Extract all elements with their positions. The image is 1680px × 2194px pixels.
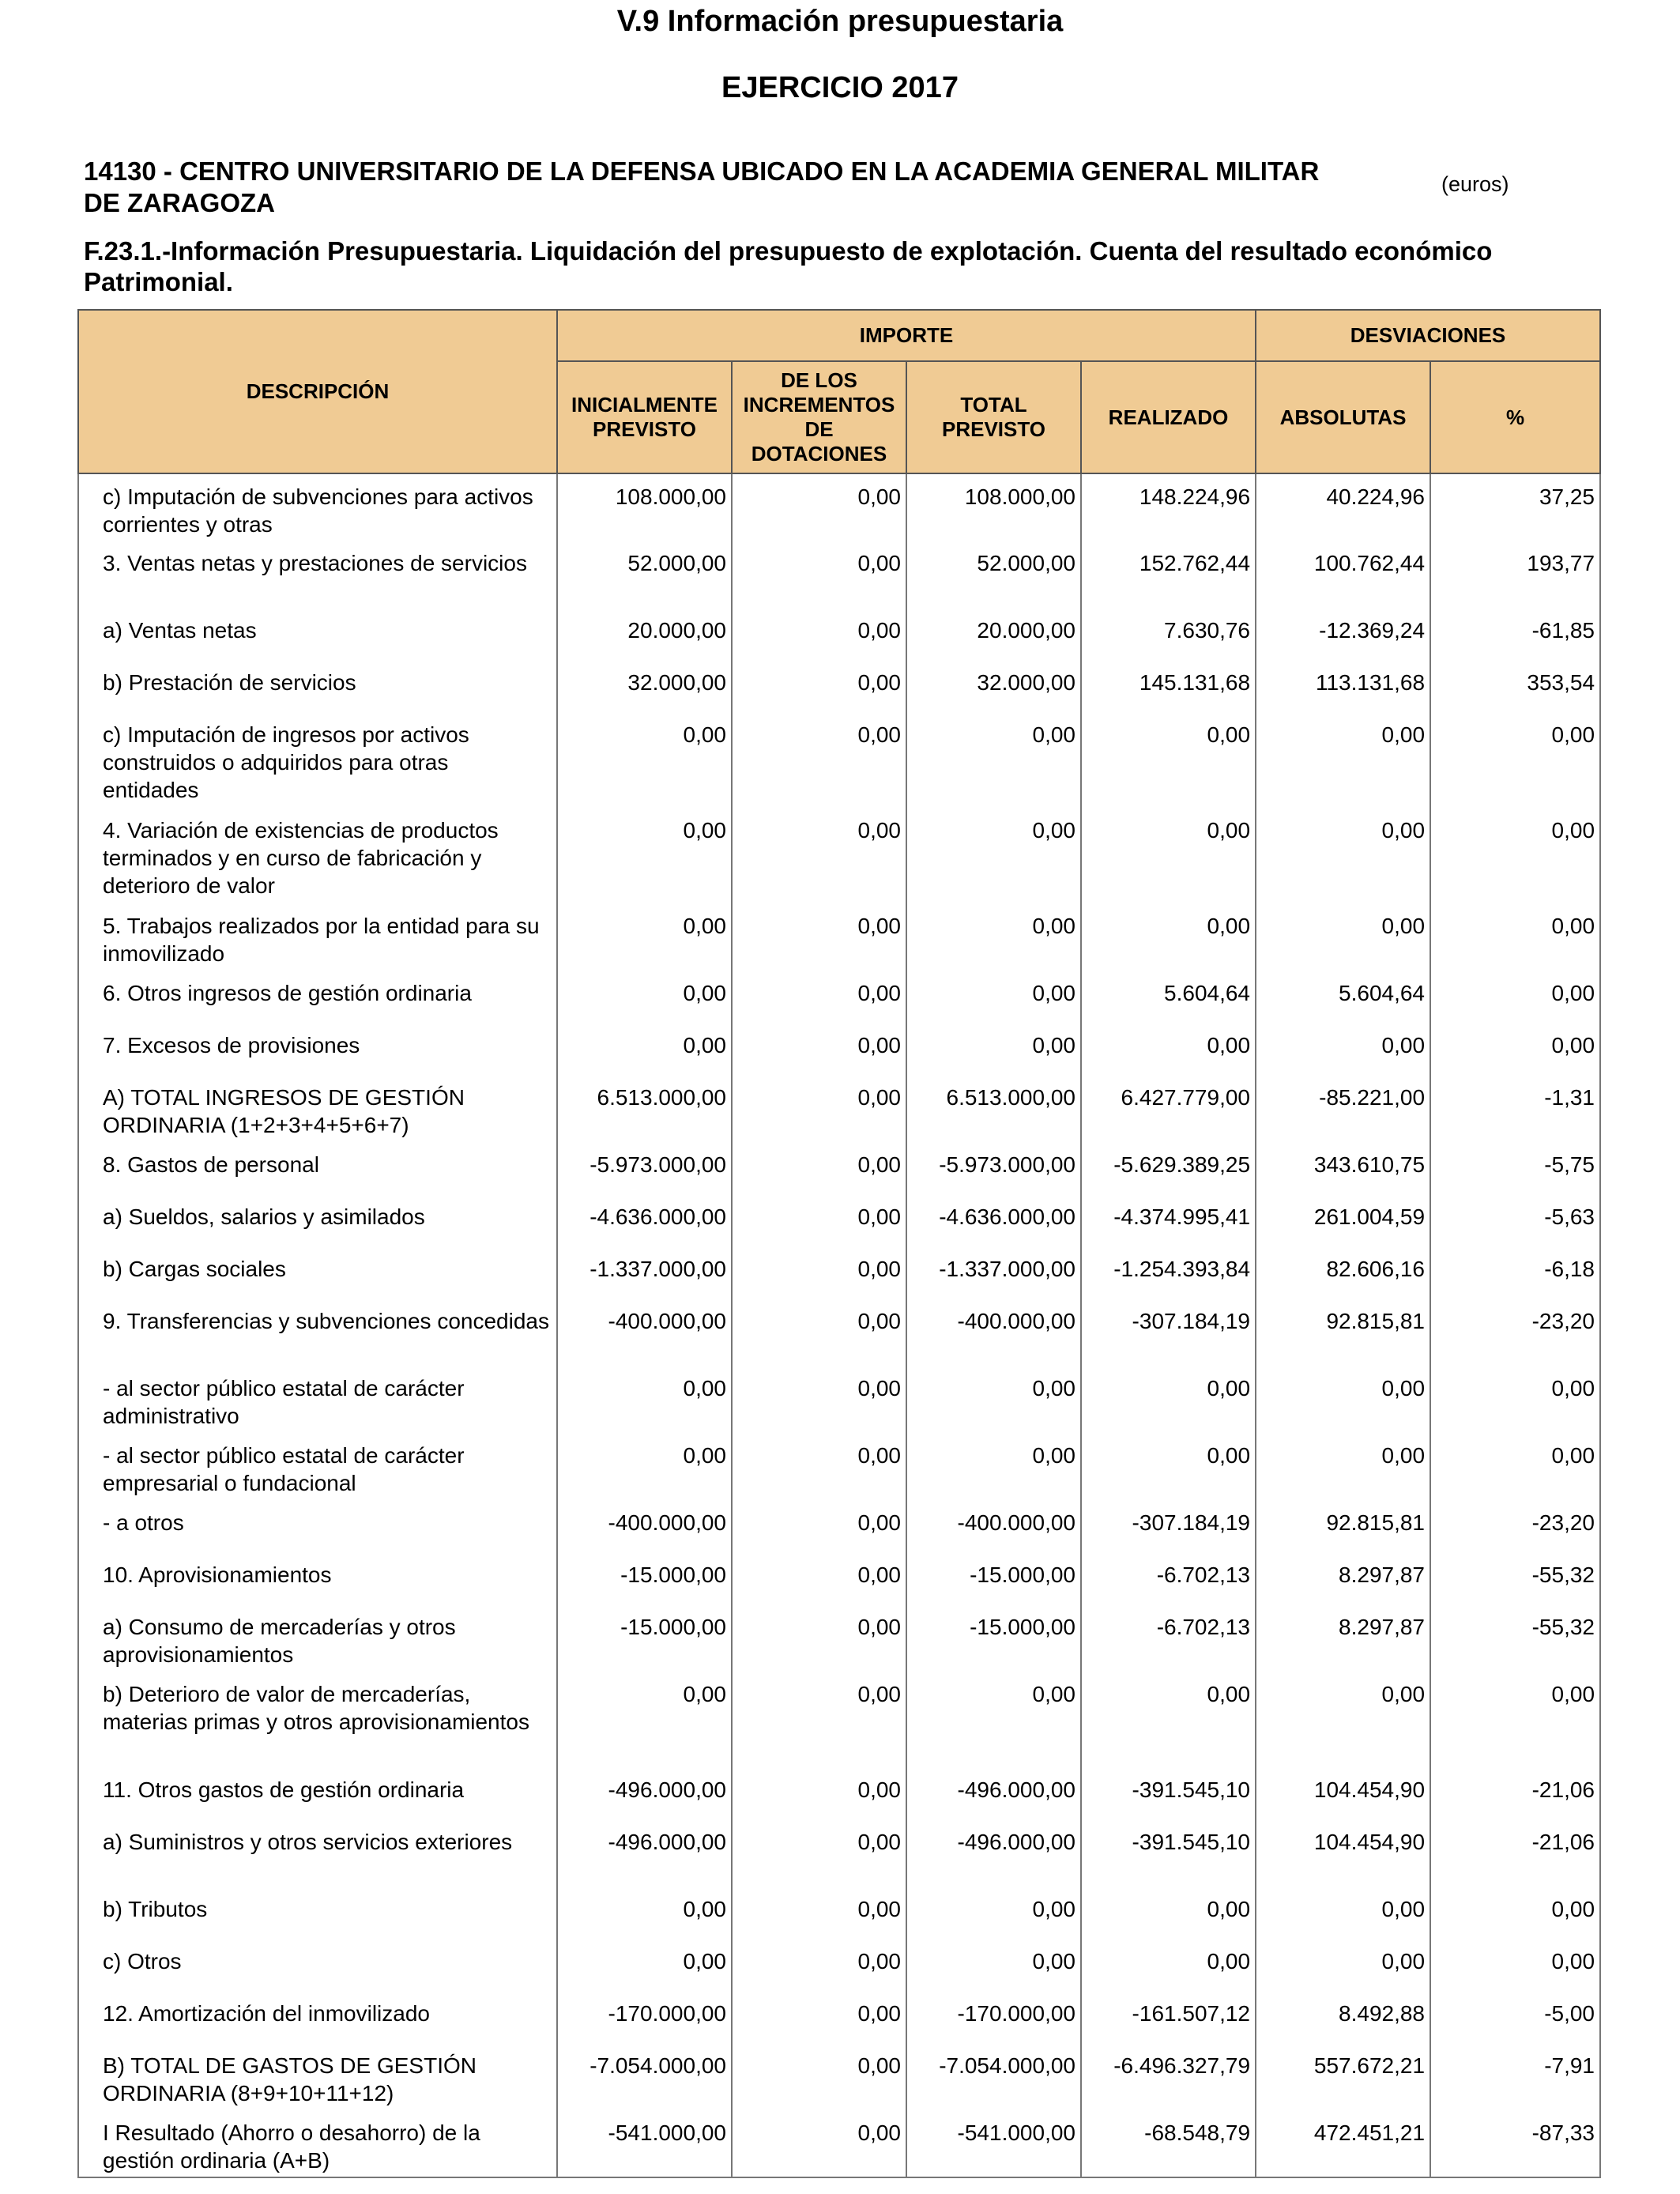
cell-pct: -5,63 [1430, 1194, 1600, 1246]
cell-inicialmente: 0,00 [557, 1023, 732, 1075]
cell-total: 20.000,00 [906, 608, 1081, 660]
cell-inicialmente: 20.000,00 [557, 608, 732, 660]
cell-realizado: 0,00 [1081, 1939, 1256, 1991]
cell-incrementos: 0,00 [732, 1991, 906, 2043]
row-description: 6. Otros ingresos de gestión ordinaria [78, 971, 557, 1023]
table-row [78, 1299, 1600, 1366]
cell-pct: -21,06 [1430, 1767, 1600, 1819]
cell-realizado: -68.548,79 [1081, 2110, 1256, 2177]
cell-realizado: 0,00 [1081, 1433, 1256, 1500]
cell-pct: -23,20 [1430, 1500, 1600, 1552]
cell-inicialmente: -496.000,00 [557, 1767, 732, 1819]
cell-incrementos: 0,00 [732, 1366, 906, 1433]
row-description: 7. Excesos de provisiones [78, 1023, 557, 1075]
cell-pct: -21,06 [1430, 1819, 1600, 1887]
cell-incrementos: 0,00 [732, 541, 906, 608]
cell-total: 0,00 [906, 808, 1081, 903]
cell-inicialmente: -15.000,00 [557, 1552, 732, 1604]
cell-inicialmente: 0,00 [557, 903, 732, 971]
cell-total: 0,00 [906, 971, 1081, 1023]
row-description: 12. Amortización del inmovilizado [78, 1991, 557, 2043]
cell-incrementos: 0,00 [732, 1023, 906, 1075]
cell-absolutas: 557.672,21 [1256, 2043, 1430, 2110]
cell-pct: 0,00 [1430, 1887, 1600, 1939]
cell-incrementos: 0,00 [732, 1075, 906, 1142]
cell-pct: 0,00 [1430, 1939, 1600, 1991]
cell-incrementos: 0,00 [732, 1819, 906, 1887]
row-description: b) Deterioro de valor de mercaderías, materias primas y otros aprovisionamientos [78, 1672, 557, 1767]
cell-total: -400.000,00 [906, 1299, 1081, 1366]
cell-inicialmente: -400.000,00 [557, 1500, 732, 1552]
cell-total: 0,00 [906, 1433, 1081, 1500]
cell-absolutas: 0,00 [1256, 1433, 1430, 1500]
table-row [78, 1194, 1600, 1246]
page-title: V.9 Información presupuestaria [616, 5, 1064, 38]
cell-total: -15.000,00 [906, 1604, 1081, 1672]
cell-realizado: -4.374.995,41 [1081, 1194, 1256, 1246]
cell-incrementos: 0,00 [732, 1142, 906, 1194]
cell-realizado: 148.224,96 [1081, 473, 1256, 541]
cell-total: 0,00 [906, 1672, 1081, 1767]
row-description: - a otros [78, 1500, 557, 1552]
cell-realizado: -6.702,13 [1081, 1552, 1256, 1604]
cell-absolutas: 0,00 [1256, 1366, 1430, 1433]
table-row [78, 1246, 1600, 1299]
cell-inicialmente: -15.000,00 [557, 1604, 732, 1672]
cell-absolutas: 0,00 [1256, 1672, 1430, 1767]
cell-total: 108.000,00 [906, 473, 1081, 541]
cell-incrementos: 0,00 [732, 660, 906, 712]
cell-incrementos: 0,00 [732, 1767, 906, 1819]
cell-pct: -7,91 [1430, 2043, 1600, 2110]
table-row [78, 1887, 1600, 1939]
cell-incrementos: 0,00 [732, 971, 906, 1023]
cell-pct: -23,20 [1430, 1299, 1600, 1366]
cell-absolutas: 0,00 [1256, 1023, 1430, 1075]
cell-absolutas: 0,00 [1256, 1939, 1430, 1991]
cell-total: 0,00 [906, 1023, 1081, 1075]
cell-total: 0,00 [906, 1366, 1081, 1433]
cell-inicialmente: -541.000,00 [557, 2110, 732, 2177]
cell-incrementos: 0,00 [732, 1939, 906, 1991]
col-header-pct: % [1430, 361, 1600, 473]
col-header-descripcion: DESCRIPCIÓN [78, 310, 557, 473]
row-description: 5. Trabajos realizados por la entidad para su inmovilizado [78, 903, 557, 971]
row-description: b) Cargas sociales [78, 1246, 557, 1299]
cell-pct: -5,00 [1430, 1991, 1600, 2043]
cell-incrementos: 0,00 [732, 1433, 906, 1500]
cell-pct: -55,32 [1430, 1604, 1600, 1672]
cell-absolutas: 0,00 [1256, 808, 1430, 903]
currency-units: (euros) [1441, 172, 1509, 196]
row-description: a) Suministros y otros servicios exteriores [78, 1819, 557, 1887]
cell-pct: 0,00 [1430, 1023, 1600, 1075]
col-header-total: TOTAL PREVISTO [906, 361, 1081, 473]
cell-absolutas: 8.297,87 [1256, 1604, 1430, 1672]
cell-incrementos: 0,00 [732, 2110, 906, 2177]
cell-realizado: 0,00 [1081, 1023, 1256, 1075]
cell-inicialmente: -496.000,00 [557, 1819, 732, 1887]
cell-realizado: 0,00 [1081, 808, 1256, 903]
cell-inicialmente: 32.000,00 [557, 660, 732, 712]
col-header-inicialmente: INICIALMENTE PREVISTO [557, 361, 732, 473]
cell-absolutas: 82.606,16 [1256, 1246, 1430, 1299]
cell-pct: 37,25 [1430, 473, 1600, 541]
cell-pct: 0,00 [1430, 971, 1600, 1023]
table-row [78, 541, 1600, 608]
cell-total: -496.000,00 [906, 1819, 1081, 1887]
cell-realizado: 5.604,64 [1081, 971, 1256, 1023]
row-description: c) Otros [78, 1939, 557, 1991]
cell-inicialmente: 0,00 [557, 1939, 732, 1991]
row-description: 9. Transferencias y subvenciones concedidas [78, 1299, 557, 1366]
cell-inicialmente: 108.000,00 [557, 473, 732, 541]
cell-inicialmente: -7.054.000,00 [557, 2043, 732, 2110]
cell-pct: 353,54 [1430, 660, 1600, 712]
cell-inicialmente: 0,00 [557, 971, 732, 1023]
cell-incrementos: 0,00 [732, 1552, 906, 1604]
cell-absolutas: 0,00 [1256, 712, 1430, 808]
cell-incrementos: 0,00 [732, 1194, 906, 1246]
cell-absolutas: 40.224,96 [1256, 473, 1430, 541]
cell-absolutas: 343.610,75 [1256, 1142, 1430, 1194]
row-description: a) Consumo de mercaderías y otros aprovisionamientos [78, 1604, 557, 1672]
table-row [78, 1767, 1600, 1819]
cell-pct: 0,00 [1430, 712, 1600, 808]
table-row [78, 1991, 1600, 2043]
row-description: b) Prestación de servicios [78, 660, 557, 712]
row-description: 3. Ventas netas y prestaciones de servicios [78, 541, 557, 608]
cell-realizado: 152.762,44 [1081, 541, 1256, 608]
table-row [78, 1672, 1600, 1767]
cell-pct: -87,33 [1430, 2110, 1600, 2177]
cell-incrementos: 0,00 [732, 712, 906, 808]
cell-total: 52.000,00 [906, 541, 1081, 608]
table-row [78, 2110, 1600, 2177]
cell-inicialmente: 0,00 [557, 808, 732, 903]
row-description: b) Tributos [78, 1887, 557, 1939]
cell-incrementos: 0,00 [732, 903, 906, 971]
cell-total: 0,00 [906, 1939, 1081, 1991]
cell-incrementos: 0,00 [732, 1299, 906, 1366]
cell-inicialmente: 0,00 [557, 1433, 732, 1500]
row-description: 11. Otros gastos de gestión ordinaria [78, 1767, 557, 1819]
col-header-realizado: REALIZADO [1081, 361, 1256, 473]
table-row [78, 1500, 1600, 1552]
cell-absolutas: 92.815,81 [1256, 1500, 1430, 1552]
row-description: - al sector público estatal de carácter empresarial o fundacional [78, 1433, 557, 1500]
cell-inicialmente: -1.337.000,00 [557, 1246, 732, 1299]
cell-incrementos: 0,00 [732, 1246, 906, 1299]
col-header-absolutas: ABSOLUTAS [1256, 361, 1430, 473]
table-row [78, 712, 1600, 808]
table-row [78, 1604, 1600, 1672]
table-row [78, 608, 1600, 660]
cell-realizado: -391.545,10 [1081, 1819, 1256, 1887]
cell-realizado: -307.184,19 [1081, 1500, 1256, 1552]
cell-total: -1.337.000,00 [906, 1246, 1081, 1299]
cell-absolutas: 104.454,90 [1256, 1819, 1430, 1887]
row-description: B) TOTAL DE GASTOS DE GESTIÓN ORDINARIA (8+9+10+11+12) [78, 2043, 557, 2110]
cell-inicialmente: 0,00 [557, 1366, 732, 1433]
table-row [78, 1075, 1600, 1142]
cell-pct: 193,77 [1430, 541, 1600, 608]
cell-realizado: 7.630,76 [1081, 608, 1256, 660]
cell-absolutas: 8.297,87 [1256, 1552, 1430, 1604]
cell-pct: 0,00 [1430, 903, 1600, 971]
row-description: A) TOTAL INGRESOS DE GESTIÓN ORDINARIA (1+2+3+4+5+6+7) [78, 1075, 557, 1142]
table-row [78, 1433, 1600, 1500]
row-description: 10. Aprovisionamientos [78, 1552, 557, 1604]
cell-realizado: 6.427.779,00 [1081, 1075, 1256, 1142]
cell-incrementos: 0,00 [732, 1672, 906, 1767]
cell-inicialmente: -5.973.000,00 [557, 1142, 732, 1194]
col-header-importe: IMPORTE [557, 310, 1256, 361]
fiscal-year: EJERCICIO 2017 [721, 71, 959, 104]
table-row [78, 660, 1600, 712]
table-row [78, 903, 1600, 971]
cell-inicialmente: 0,00 [557, 1887, 732, 1939]
cell-realizado: 0,00 [1081, 1672, 1256, 1767]
budget-table [77, 309, 1601, 2178]
section-title: F.23.1.-Información Presupuestaria. Liquidación del presupuesto de explotación. Cuenta del resultado económico Patrimonial. [84, 236, 1493, 296]
cell-incrementos: 0,00 [732, 808, 906, 903]
cell-pct: 0,00 [1430, 1433, 1600, 1500]
cell-absolutas: 0,00 [1256, 903, 1430, 971]
cell-pct: 0,00 [1430, 808, 1600, 903]
col-header-desviaciones: DESVIACIONES [1256, 310, 1600, 361]
cell-total: -4.636.000,00 [906, 1194, 1081, 1246]
cell-total: 0,00 [906, 712, 1081, 808]
table-row [78, 1142, 1600, 1194]
cell-total: -496.000,00 [906, 1767, 1081, 1819]
cell-total: 0,00 [906, 1887, 1081, 1939]
cell-inicialmente: -4.636.000,00 [557, 1194, 732, 1246]
cell-pct: -5,75 [1430, 1142, 1600, 1194]
cell-realizado: 0,00 [1081, 1366, 1256, 1433]
table-row [78, 1939, 1600, 1991]
cell-incrementos: 0,00 [732, 1604, 906, 1672]
cell-realizado: 0,00 [1081, 712, 1256, 808]
cell-total: 32.000,00 [906, 660, 1081, 712]
table-row [78, 2043, 1600, 2110]
cell-inicialmente: -400.000,00 [557, 1299, 732, 1366]
cell-total: 6.513.000,00 [906, 1075, 1081, 1142]
cell-incrementos: 0,00 [732, 608, 906, 660]
row-description: 4. Variación de existencias de productos terminados y en curso de fabricación y deterioro de valor [78, 808, 557, 903]
cell-pct: 0,00 [1430, 1366, 1600, 1433]
cell-absolutas: 100.762,44 [1256, 541, 1430, 608]
row-description: c) Imputación de subvenciones para activos corrientes y otras [78, 473, 557, 541]
cell-realizado: -6.496.327,79 [1081, 2043, 1256, 2110]
cell-absolutas: 104.454,90 [1256, 1767, 1430, 1819]
cell-total: -541.000,00 [906, 2110, 1081, 2177]
cell-total: -5.973.000,00 [906, 1142, 1081, 1194]
col-header-incrementos: DE LOS INCREMENTOS DE DOTACIONES [732, 361, 906, 473]
cell-pct: -6,18 [1430, 1246, 1600, 1299]
cell-realizado: 0,00 [1081, 1887, 1256, 1939]
cell-incrementos: 0,00 [732, 1500, 906, 1552]
cell-inicialmente: 0,00 [557, 1672, 732, 1767]
entity-name: 14130 - CENTRO UNIVERSITARIO DE LA DEFENSA UBICADO EN LA ACADEMIA GENERAL MILITAR DE ZARAGOZA [84, 156, 1320, 217]
cell-pct: 0,00 [1430, 1672, 1600, 1767]
cell-absolutas: 261.004,59 [1256, 1194, 1430, 1246]
table-body [78, 473, 1600, 2177]
row-description: I Resultado (Ahorro o desahorro) de la gestión ordinaria (A+B) [78, 2110, 557, 2177]
cell-total: -400.000,00 [906, 1500, 1081, 1552]
cell-realizado: -391.545,10 [1081, 1767, 1256, 1819]
row-description: c) Imputación de ingresos por activos construidos o adquiridos para otras entidades [78, 712, 557, 808]
row-description: 8. Gastos de personal [78, 1142, 557, 1194]
cell-absolutas: -12.369,24 [1256, 608, 1430, 660]
table-row [78, 971, 1600, 1023]
cell-incrementos: 0,00 [732, 1887, 906, 1939]
table-row [78, 1366, 1600, 1433]
cell-realizado: -161.507,12 [1081, 1991, 1256, 2043]
table-row [78, 808, 1600, 903]
cell-absolutas: 8.492,88 [1256, 1991, 1430, 2043]
cell-incrementos: 0,00 [732, 2043, 906, 2110]
cell-pct: -55,32 [1430, 1552, 1600, 1604]
table-row [78, 1552, 1600, 1604]
cell-inicialmente: 6.513.000,00 [557, 1075, 732, 1142]
cell-total: -7.054.000,00 [906, 2043, 1081, 2110]
cell-absolutas: -85.221,00 [1256, 1075, 1430, 1142]
cell-inicialmente: 52.000,00 [557, 541, 732, 608]
cell-realizado: -6.702,13 [1081, 1604, 1256, 1672]
cell-absolutas: 0,00 [1256, 1887, 1430, 1939]
cell-realizado: 145.131,68 [1081, 660, 1256, 712]
table-row [78, 1023, 1600, 1075]
cell-total: -170.000,00 [906, 1991, 1081, 2043]
table-row [78, 1819, 1600, 1887]
cell-absolutas: 472.451,21 [1256, 2110, 1430, 2177]
table-row [78, 473, 1600, 541]
cell-incrementos: 0,00 [732, 473, 906, 541]
row-description: a) Ventas netas [78, 608, 557, 660]
cell-absolutas: 5.604,64 [1256, 971, 1430, 1023]
row-description: - al sector público estatal de carácter administrativo [78, 1366, 557, 1433]
cell-inicialmente: -170.000,00 [557, 1991, 732, 2043]
cell-absolutas: 113.131,68 [1256, 660, 1430, 712]
cell-inicialmente: 0,00 [557, 712, 732, 808]
row-description: a) Sueldos, salarios y asimilados [78, 1194, 557, 1246]
cell-pct: -61,85 [1430, 608, 1600, 660]
cell-realizado: -1.254.393,84 [1081, 1246, 1256, 1299]
cell-total: 0,00 [906, 903, 1081, 971]
cell-realizado: 0,00 [1081, 903, 1256, 971]
cell-pct: -1,31 [1430, 1075, 1600, 1142]
cell-total: -15.000,00 [906, 1552, 1081, 1604]
cell-realizado: -307.184,19 [1081, 1299, 1256, 1366]
cell-realizado: -5.629.389,25 [1081, 1142, 1256, 1194]
cell-absolutas: 92.815,81 [1256, 1299, 1430, 1366]
